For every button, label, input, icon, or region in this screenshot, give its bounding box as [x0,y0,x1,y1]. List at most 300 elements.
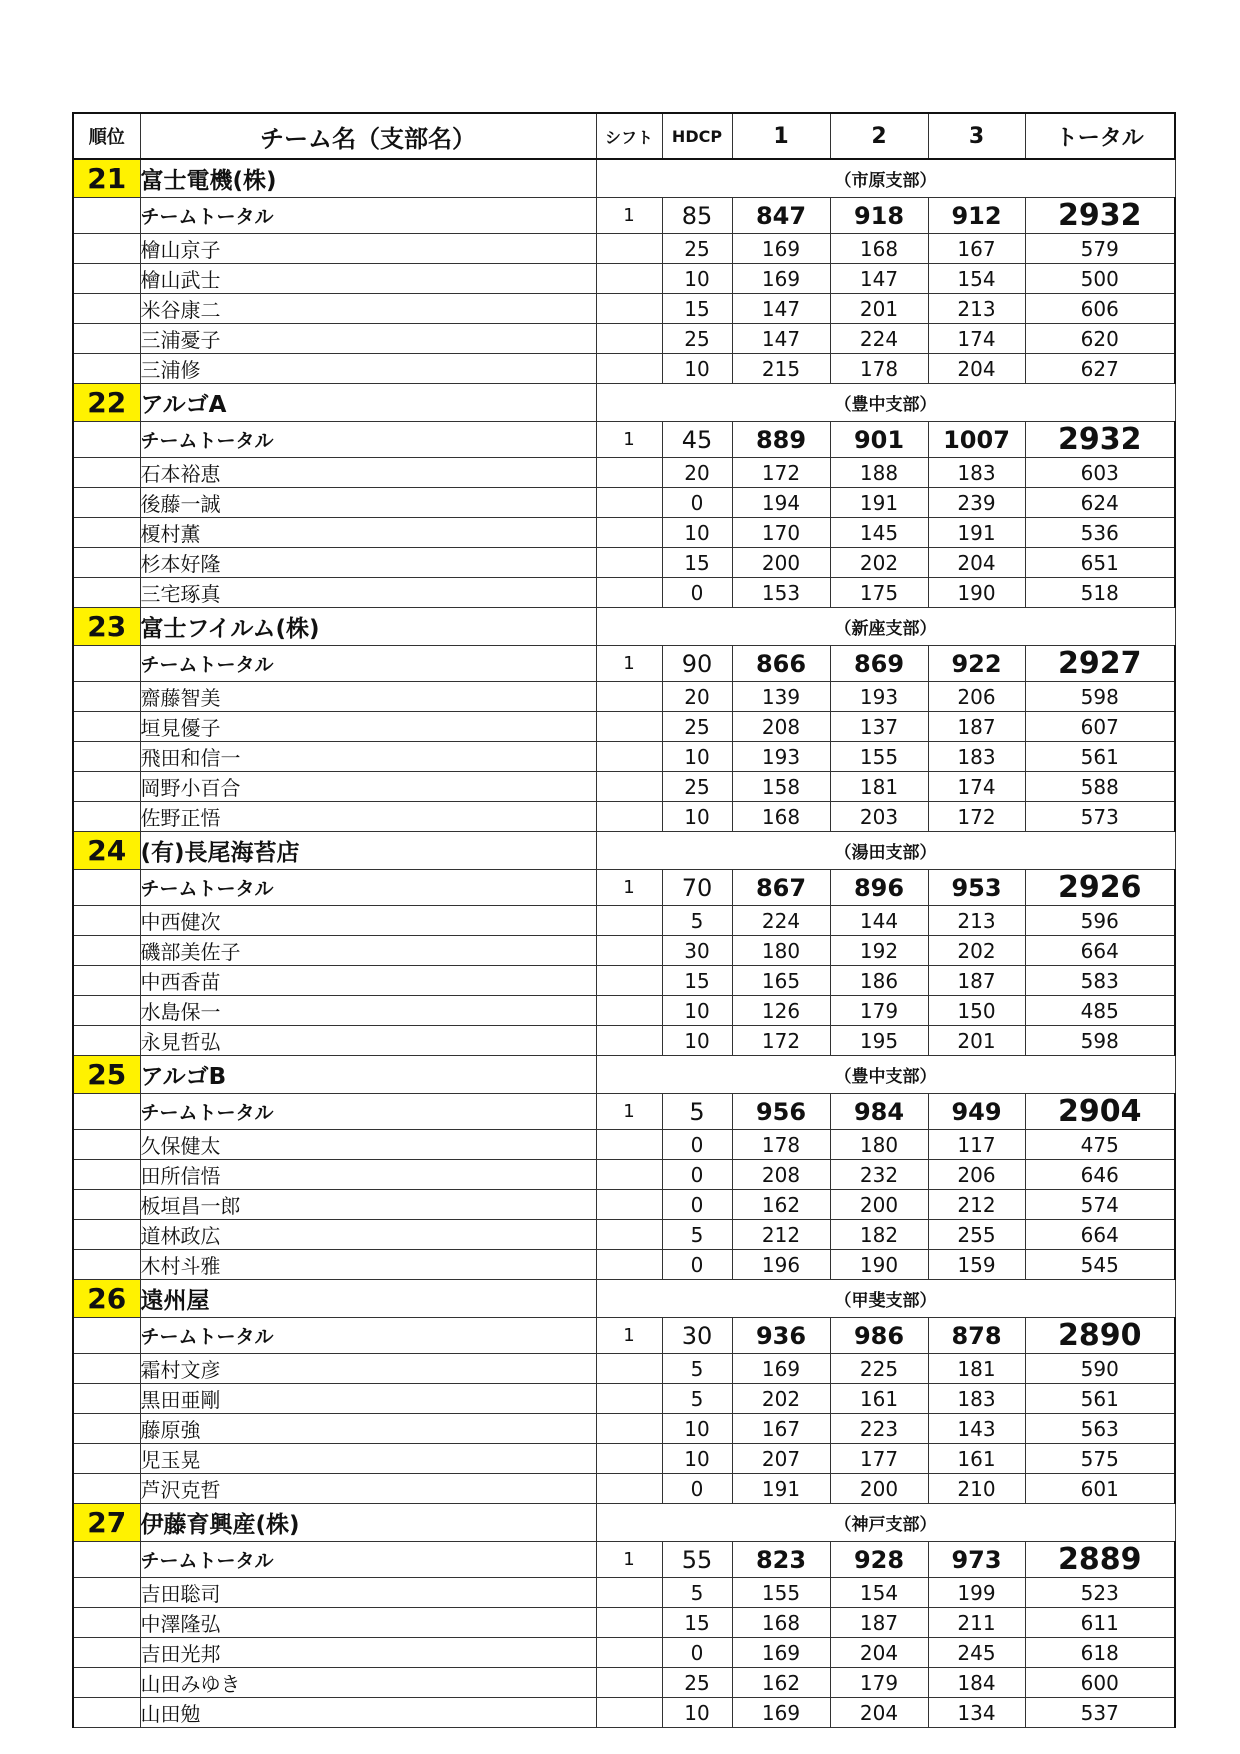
player-total: 596 [1025,906,1175,936]
player-game-1: 147 [732,324,830,354]
team-header-row [73,832,1175,870]
player-name: 吉田聡司 [140,1578,596,1608]
player-name: 三浦修 [140,354,596,384]
player-game-1: 191 [732,1474,830,1504]
player-game-3: 167 [928,234,1025,264]
player-game-3: 213 [928,294,1025,324]
player-row [73,682,1175,712]
team-shift: 1 [596,870,662,906]
branch-name: （新座支部） [596,608,1175,646]
player-row [73,1414,1175,1444]
player-name: 吉田光邦 [140,1638,596,1668]
rank-empty-cell [73,1250,140,1280]
player-game-1: 178 [732,1130,830,1160]
player-hdcp: 15 [662,966,732,996]
player-hdcp: 0 [662,1474,732,1504]
shift-empty-cell [596,354,662,384]
player-game-2: 192 [830,936,928,966]
player-row [73,488,1175,518]
header-game-1: 1 [732,113,830,159]
rank-empty-cell [73,1160,140,1190]
team-game-3: 1007 [928,422,1025,458]
rank-empty-cell [73,1638,140,1668]
rank-empty-cell [73,1190,140,1220]
team-game-3: 949 [928,1094,1025,1130]
player-game-1: 147 [732,294,830,324]
player-game-2: 193 [830,682,928,712]
player-game-3: 206 [928,682,1025,712]
player-hdcp: 5 [662,1354,732,1384]
team-total-label: チームトータル [140,646,596,682]
player-total: 545 [1025,1250,1175,1280]
player-game-2: 177 [830,1444,928,1474]
rank-empty-cell [73,578,140,608]
team-header-row [73,608,1175,646]
team-shift: 1 [596,1094,662,1130]
player-game-1: 202 [732,1384,830,1414]
header-team: チーム名（支部名） [140,113,596,159]
player-game-2: 187 [830,1608,928,1638]
player-game-1: 224 [732,906,830,936]
player-game-2: 224 [830,324,928,354]
shift-empty-cell [596,906,662,936]
player-name: 米谷康二 [140,294,596,324]
player-total: 573 [1025,802,1175,832]
player-name: 榎村薫 [140,518,596,548]
team-game-2: 986 [830,1318,928,1354]
team-shift: 1 [596,1318,662,1354]
player-game-1: 212 [732,1220,830,1250]
rank-empty-cell [73,906,140,936]
player-game-3: 184 [928,1668,1025,1698]
player-game-1: 168 [732,1608,830,1638]
player-name: 佐野正悟 [140,802,596,832]
team-game-2: 896 [830,870,928,906]
player-name: 黒田亜剛 [140,1384,596,1414]
player-hdcp: 10 [662,1698,732,1728]
player-game-2: 178 [830,354,928,384]
player-row [73,1668,1175,1698]
rank-empty-cell [73,1026,140,1056]
player-game-2: 232 [830,1160,928,1190]
shift-empty-cell [596,712,662,742]
player-name: 芦沢克哲 [140,1474,596,1504]
rank-empty-cell [73,1354,140,1384]
player-row [73,1354,1175,1384]
player-game-3: 204 [928,548,1025,578]
shift-empty-cell [596,1638,662,1668]
team-hdcp: 85 [662,198,732,234]
team-game-2: 928 [830,1542,928,1578]
player-game-2: 180 [830,1130,928,1160]
team-game-3: 878 [928,1318,1025,1354]
player-game-3: 206 [928,1160,1025,1190]
player-name: 檜山京子 [140,234,596,264]
rank-badge: 21 [73,159,140,198]
player-hdcp: 15 [662,548,732,578]
shift-empty-cell [596,1160,662,1190]
player-row [73,354,1175,384]
shift-empty-cell [596,324,662,354]
team-shift: 1 [596,422,662,458]
player-hdcp: 10 [662,742,732,772]
team-total: 2904 [1025,1094,1175,1130]
player-game-3: 143 [928,1414,1025,1444]
player-hdcp: 20 [662,458,732,488]
player-name: 板垣昌一郎 [140,1190,596,1220]
rank-empty-cell [73,772,140,802]
shift-empty-cell [596,488,662,518]
player-game-1: 200 [732,548,830,578]
branch-name: （甲斐支部） [596,1280,1175,1318]
player-name: 杉本好隆 [140,548,596,578]
player-row [73,802,1175,832]
branch-name: （豊中支部） [596,1056,1175,1094]
shift-empty-cell [596,1474,662,1504]
player-game-2: 154 [830,1578,928,1608]
player-hdcp: 25 [662,772,732,802]
player-game-3: 159 [928,1250,1025,1280]
player-name: 後藤一誠 [140,488,596,518]
player-total: 664 [1025,1220,1175,1250]
team-shift: 1 [596,1542,662,1578]
player-game-1: 153 [732,578,830,608]
shift-empty-cell [596,1130,662,1160]
player-game-1: 196 [732,1250,830,1280]
player-name: 霜村文彦 [140,1354,596,1384]
rank-empty-cell [73,458,140,488]
player-hdcp: 15 [662,294,732,324]
player-name: 三宅琢真 [140,578,596,608]
player-game-2: 195 [830,1026,928,1056]
player-game-3: 202 [928,936,1025,966]
player-hdcp: 10 [662,996,732,1026]
player-game-2: 204 [830,1638,928,1668]
player-hdcp: 25 [662,712,732,742]
rank-empty-cell [73,966,140,996]
player-name: 永見哲弘 [140,1026,596,1056]
table-body [73,159,1175,1728]
player-row [73,996,1175,1026]
player-game-1: 172 [732,1026,830,1056]
team-total: 2890 [1025,1318,1175,1354]
team-total-row [73,1542,1175,1578]
player-game-1: 215 [732,354,830,384]
shift-empty-cell [596,518,662,548]
rank-badge: 22 [73,384,140,422]
shift-empty-cell [596,1190,662,1220]
rank-empty-cell [73,802,140,832]
rank-empty-cell [73,354,140,384]
player-name: 磯部美佐子 [140,936,596,966]
team-game-1: 866 [732,646,830,682]
header-total: トータル [1025,113,1175,159]
player-name: 垣見優子 [140,712,596,742]
team-total: 2889 [1025,1542,1175,1578]
rank-badge: 23 [73,608,140,646]
team-name: アルゴA [140,384,596,422]
team-name: 富士電機(株) [140,159,596,198]
player-total: 575 [1025,1444,1175,1474]
team-total: 2927 [1025,646,1175,682]
header-game-2: 2 [830,113,928,159]
player-total: 536 [1025,518,1175,548]
player-total: 523 [1025,1578,1175,1608]
player-game-2: 200 [830,1190,928,1220]
player-hdcp: 5 [662,1578,732,1608]
shift-empty-cell [596,1354,662,1384]
player-hdcp: 25 [662,1668,732,1698]
rank-empty-cell [73,1094,140,1130]
player-total: 618 [1025,1638,1175,1668]
team-shift: 1 [596,198,662,234]
player-hdcp: 10 [662,802,732,832]
team-hdcp: 30 [662,1318,732,1354]
rank-empty-cell [73,294,140,324]
player-game-3: 239 [928,488,1025,518]
team-total-row [73,198,1175,234]
player-game-1: 162 [732,1668,830,1698]
rank-empty-cell [73,682,140,712]
player-total: 646 [1025,1160,1175,1190]
rank-empty-cell [73,996,140,1026]
team-game-1: 936 [732,1318,830,1354]
player-game-3: 211 [928,1608,1025,1638]
player-hdcp: 0 [662,578,732,608]
player-game-2: 191 [830,488,928,518]
header-shift: シフト [596,113,662,159]
player-hdcp: 30 [662,936,732,966]
player-game-2: 202 [830,548,928,578]
shift-empty-cell [596,682,662,712]
team-game-3: 973 [928,1542,1025,1578]
player-name: 山田みゆき [140,1668,596,1698]
player-row [73,1474,1175,1504]
player-game-1: 180 [732,936,830,966]
player-name: 中西健次 [140,906,596,936]
player-hdcp: 0 [662,488,732,518]
player-game-1: 169 [732,1698,830,1728]
player-name: 道林政広 [140,1220,596,1250]
player-game-3: 181 [928,1354,1025,1384]
player-row [73,1220,1175,1250]
team-name: (有)長尾海苔店 [140,832,596,870]
team-game-1: 823 [732,1542,830,1578]
rank-badge: 24 [73,832,140,870]
player-game-2: 144 [830,906,928,936]
player-hdcp: 0 [662,1130,732,1160]
team-total-row [73,870,1175,906]
team-total-label: チームトータル [140,1542,596,1578]
team-game-3: 953 [928,870,1025,906]
team-hdcp: 90 [662,646,732,682]
player-row [73,906,1175,936]
player-game-3: 190 [928,578,1025,608]
player-game-1: 169 [732,234,830,264]
player-game-1: 193 [732,742,830,772]
player-game-1: 155 [732,1578,830,1608]
player-hdcp: 10 [662,354,732,384]
player-row [73,712,1175,742]
player-hdcp: 0 [662,1638,732,1668]
rank-empty-cell [73,1414,140,1444]
player-hdcp: 0 [662,1250,732,1280]
team-total-label: チームトータル [140,198,596,234]
player-game-2: 225 [830,1354,928,1384]
team-total: 2932 [1025,198,1175,234]
team-name: アルゴB [140,1056,596,1094]
player-game-2: 186 [830,966,928,996]
shift-empty-cell [596,264,662,294]
player-game-2: 181 [830,772,928,802]
team-game-2: 869 [830,646,928,682]
player-total: 561 [1025,1384,1175,1414]
rank-empty-cell [73,870,140,906]
shift-empty-cell [596,1578,662,1608]
player-game-3: 187 [928,712,1025,742]
player-hdcp: 10 [662,1444,732,1474]
player-row [73,548,1175,578]
team-header-row [73,1504,1175,1542]
player-total: 485 [1025,996,1175,1026]
player-hdcp: 5 [662,1220,732,1250]
player-total: 583 [1025,966,1175,996]
player-hdcp: 20 [662,682,732,712]
player-total: 588 [1025,772,1175,802]
branch-name: （豊中支部） [596,384,1175,422]
shift-empty-cell [596,802,662,832]
team-header-row [73,159,1175,198]
player-total: 600 [1025,1668,1175,1698]
player-hdcp: 25 [662,234,732,264]
player-game-3: 255 [928,1220,1025,1250]
shift-empty-cell [596,1026,662,1056]
player-row [73,772,1175,802]
player-game-2: 145 [830,518,928,548]
player-name: 水島保一 [140,996,596,1026]
shift-empty-cell [596,1698,662,1728]
player-total: 574 [1025,1190,1175,1220]
player-total: 561 [1025,742,1175,772]
player-total: 620 [1025,324,1175,354]
player-row [73,578,1175,608]
team-game-2: 918 [830,198,928,234]
player-total: 590 [1025,1354,1175,1384]
player-game-2: 179 [830,1668,928,1698]
rank-empty-cell [73,712,140,742]
rank-empty-cell [73,488,140,518]
player-name: 飛田和信一 [140,742,596,772]
player-game-3: 183 [928,742,1025,772]
branch-name: （神戸支部） [596,1504,1175,1542]
team-header-row [73,384,1175,422]
team-hdcp: 5 [662,1094,732,1130]
team-game-1: 847 [732,198,830,234]
player-hdcp: 0 [662,1160,732,1190]
team-total-row [73,422,1175,458]
player-game-1: 169 [732,1354,830,1384]
team-total: 2932 [1025,422,1175,458]
player-hdcp: 10 [662,264,732,294]
rank-empty-cell [73,646,140,682]
rank-empty-cell [73,1318,140,1354]
player-game-2: 188 [830,458,928,488]
team-game-3: 922 [928,646,1025,682]
player-game-3: 161 [928,1444,1025,1474]
shift-empty-cell [596,772,662,802]
team-hdcp: 55 [662,1542,732,1578]
shift-empty-cell [596,966,662,996]
player-game-3: 172 [928,802,1025,832]
player-game-3: 154 [928,264,1025,294]
player-game-1: 158 [732,772,830,802]
player-total: 601 [1025,1474,1175,1504]
rank-empty-cell [73,1220,140,1250]
player-row [73,936,1175,966]
player-row [73,1638,1175,1668]
player-game-2: 179 [830,996,928,1026]
team-game-1: 889 [732,422,830,458]
player-hdcp: 5 [662,1384,732,1414]
player-row [73,1384,1175,1414]
team-total-row [73,1094,1175,1130]
team-total-label: チームトータル [140,1318,596,1354]
shift-empty-cell [596,742,662,772]
player-name: 檜山武士 [140,264,596,294]
rank-badge: 27 [73,1504,140,1542]
player-hdcp: 25 [662,324,732,354]
player-total: 598 [1025,1026,1175,1056]
player-game-2: 137 [830,712,928,742]
player-game-3: 150 [928,996,1025,1026]
player-game-1: 170 [732,518,830,548]
player-game-2: 223 [830,1414,928,1444]
player-total: 607 [1025,712,1175,742]
player-game-2: 203 [830,802,928,832]
team-shift: 1 [596,646,662,682]
player-game-3: 213 [928,906,1025,936]
player-row [73,1250,1175,1280]
player-total: 475 [1025,1130,1175,1160]
rank-empty-cell [73,518,140,548]
rank-empty-cell [73,742,140,772]
team-total-label: チームトータル [140,870,596,906]
team-total-row [73,1318,1175,1354]
table-header [73,113,1175,159]
player-name: 中澤隆弘 [140,1608,596,1638]
player-row [73,1578,1175,1608]
player-game-3: 199 [928,1578,1025,1608]
player-game-2: 175 [830,578,928,608]
player-row [73,742,1175,772]
shift-empty-cell [596,1220,662,1250]
team-name: 伊藤育興産(株) [140,1504,596,1542]
team-total: 2926 [1025,870,1175,906]
player-game-1: 208 [732,1160,830,1190]
shift-empty-cell [596,1384,662,1414]
rank-empty-cell [73,936,140,966]
player-game-3: 210 [928,1474,1025,1504]
player-row [73,1026,1175,1056]
player-total: 518 [1025,578,1175,608]
shift-empty-cell [596,294,662,324]
player-name: 藤原強 [140,1414,596,1444]
team-total-label: チームトータル [140,422,596,458]
player-total: 606 [1025,294,1175,324]
player-game-2: 204 [830,1698,928,1728]
team-name: 富士フイルム(株) [140,608,596,646]
player-total: 579 [1025,234,1175,264]
